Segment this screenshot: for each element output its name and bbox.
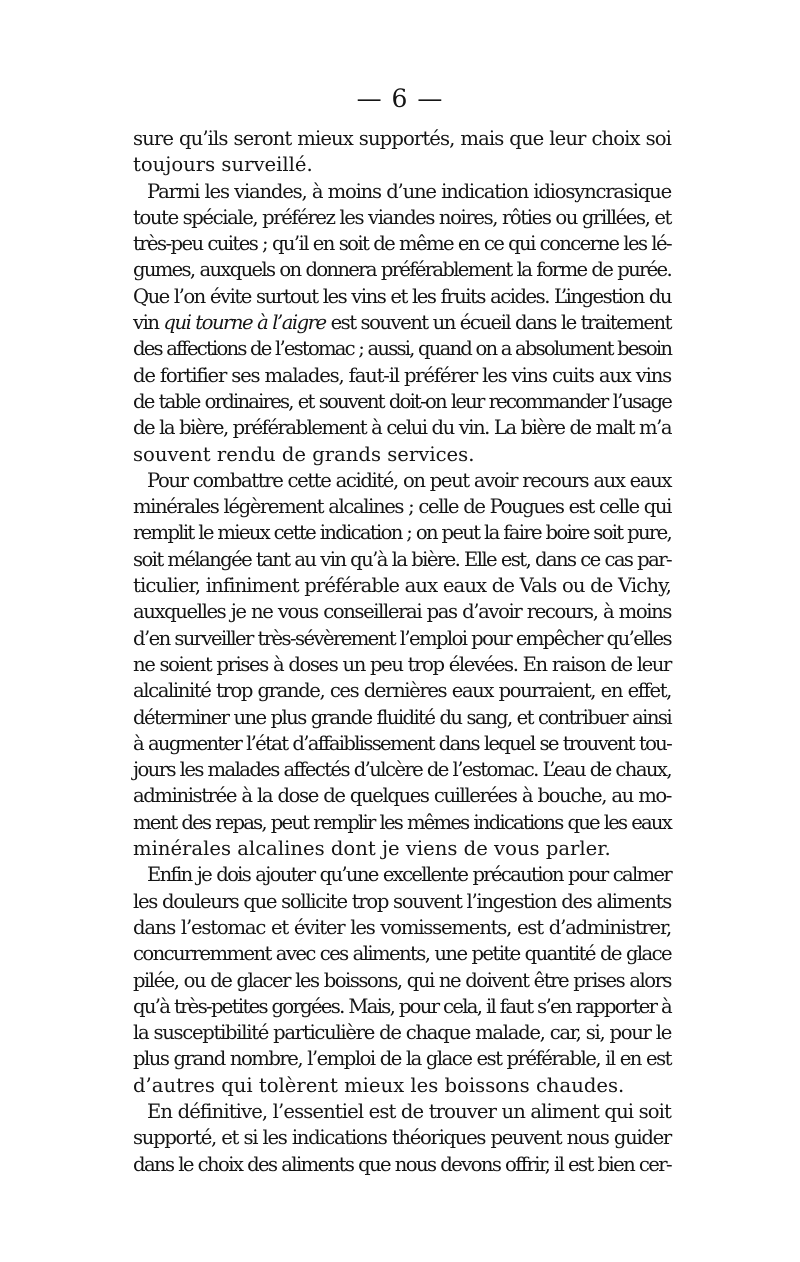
text-line: déterminer une plus grande fluidité du sang, et contribuer ainsi [133, 705, 671, 729]
text-line: concurremment avec ces aliments, une petite quantité de glace [133, 942, 671, 966]
text-line: Pour combattre cette acidité, on peut avoir recours aux eaux [147, 468, 671, 492]
text-line: administrée à la dose de quelques cuillerées à bouche, au mo- [133, 784, 671, 808]
text-line: à augmenter l’état d’affaiblissement dans lequel se trouvent tou- [133, 731, 671, 755]
text-line: qu’à très-petites gorgées. Mais, pour cela, il faut s’en rapporter à [133, 994, 671, 1018]
text-line: alcalinité trop grande, ces dernières eaux pourraient, en effet, [133, 679, 671, 703]
text-line: pilée, ou de glacer les boissons, qui ne doivent être prises alors [133, 968, 671, 992]
text-line: supporté, et si les indications théoriques peuvent nous guider [133, 1126, 671, 1150]
text-line: les douleurs que sollicite trop souvent l’ingestion des aliments [133, 889, 671, 913]
text-line: des affections de l’estomac ; aussi, quand on a absolument besoin [133, 337, 672, 361]
text-line: minérales alcalines dont je viens de vous parler. [133, 837, 611, 861]
text-line: de table ordinaires, et souvent doit-on leur recommander l’usage [133, 389, 671, 413]
line-text-before: vin [133, 311, 164, 335]
text-line: toute spéciale, préférez les viandes noires, rôties ou grillées, et [133, 205, 671, 229]
text-line: Enfin je dois ajouter qu’une excellente précaution pour calmer [147, 863, 671, 887]
text-line: jours les malades affectés d’ulcère de l’estomac. L’eau de chaux, [133, 758, 671, 782]
text-line: ment des repas, peut remplir les mêmes indications que les eaux [133, 810, 671, 834]
text-line: très-peu cuites ; qu’il en soit de même en ce qui concerne les lé- [133, 232, 671, 256]
italic-phrase: qui tourne à l’aigre [163, 311, 326, 335]
text-line: gumes, auxquels on donnera préférablement la forme de purée. [133, 258, 671, 282]
text-line: ne soient prises à doses un peu trop élevées. En raison de leur [133, 652, 671, 676]
text-line: soit mélangée tant au vin qu’à la bière. Elle est, dans ce cas par- [133, 547, 671, 571]
text-line: Que l’on évite surtout les vins et les fruits acides. L’ingestion du [133, 284, 671, 308]
text-line: ticulier, infiniment préférable aux eaux de Vals ou de Vichy, [133, 574, 671, 598]
text-line: remplit le mieux cette indication ; on peut la faire boire soit pure, [133, 521, 671, 545]
text-line: minérales légèrement alcalines ; celle de Pougues est celle qui [133, 495, 671, 519]
line-text-after: est souvent un écueil dans le traitement [325, 311, 672, 335]
text-line [133, 310, 671, 336]
body-text [133, 126, 671, 1178]
text-line: la susceptibilité particulière de chaque malade, car, si, pour le [133, 1021, 671, 1045]
text-line: d’en surveiller très-sévèrement l’emploi pour empêcher qu’elles [133, 626, 671, 650]
text-line: plus grand nombre, l’emploi de la glace est préférable, il en est [133, 1047, 671, 1071]
text-line: Parmi les viandes, à moins d’une indication idiosyncrasique [147, 179, 671, 203]
text-line: d’autres qui tolèrent mieux les boissons chaudes. [133, 1073, 625, 1097]
text-line: toujours surveillé. [133, 153, 313, 177]
text-line: de fortifier ses malades, faut-il préférer les vins cuits aux vins [133, 363, 671, 387]
text-line: En définitive, l’essentiel est de trouver un aliment qui soit [147, 1099, 671, 1123]
text-line: dans le choix des aliments que nous devons offrir, il est bien cer- [133, 1152, 671, 1176]
text-line: souvent rendu de grands services. [133, 442, 475, 466]
text-line: sure qu’ils seront mieux supportés, mais que leur choix soi [133, 127, 671, 150]
text-line: auxquelles je ne vous conseillerai pas d’avoir recours, à moins [133, 600, 671, 624]
text-line: de la bière, préférablement à celui du vin. La bière de malt m’a [133, 416, 671, 440]
page-number: — 6 — [356, 84, 444, 113]
text-line: dans l’estomac et éviter les vomissements, est d’administrer, [133, 915, 671, 939]
